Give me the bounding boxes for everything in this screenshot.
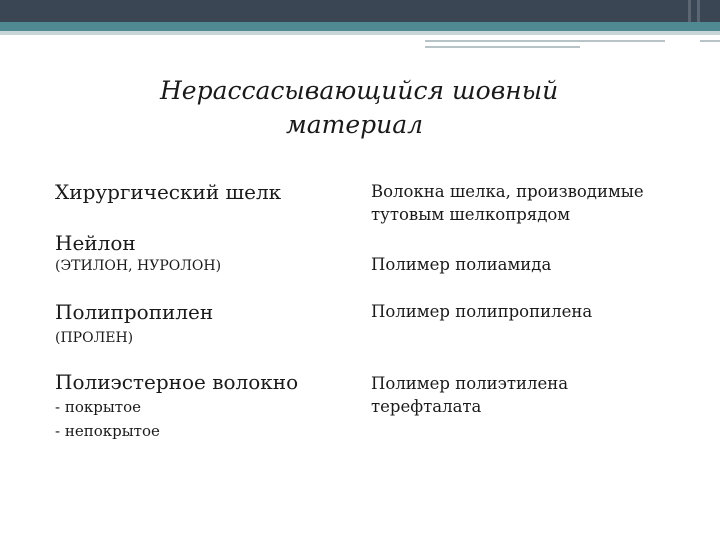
material-name: Полипропилен	[55, 300, 214, 324]
material-name: Хирургический шелк	[55, 180, 282, 204]
title-line-2: материал	[286, 110, 424, 139]
material-description	[371, 253, 551, 276]
header-dark-bar	[0, 0, 720, 22]
material-brands: (ЭТИЛОН, НУРОЛОН)	[55, 258, 222, 274]
material-description	[371, 300, 592, 323]
material-name: Полиэстерное волокно	[55, 370, 299, 394]
description-line: Полимер полипропилена	[371, 302, 593, 321]
header-teal-bar	[0, 22, 720, 31]
description-line: Полимер полиамида	[371, 255, 552, 274]
material-name: Нейлон	[55, 231, 136, 255]
decorative-line	[425, 40, 665, 42]
material-variant: - покрытое	[55, 398, 141, 416]
material-brands: (ПРОЛЕН)	[55, 330, 134, 346]
header-notch	[688, 0, 691, 22]
description-line: тутовым шелкопрядом	[371, 205, 571, 224]
title-line-1: Нерассасывающийся шовный	[160, 76, 559, 105]
material-variant: - непокрытое	[55, 422, 160, 440]
description-line: терефталата	[371, 397, 482, 416]
description-line: Полимер полиэтилена	[371, 374, 569, 393]
material-description	[371, 372, 568, 418]
decorative-line	[700, 40, 720, 42]
material-description	[371, 180, 644, 226]
header-light-bar	[0, 31, 720, 35]
decorative-line	[425, 46, 580, 48]
description-line: Волокна шелка, производимые	[371, 182, 644, 201]
header-notch	[697, 0, 700, 22]
